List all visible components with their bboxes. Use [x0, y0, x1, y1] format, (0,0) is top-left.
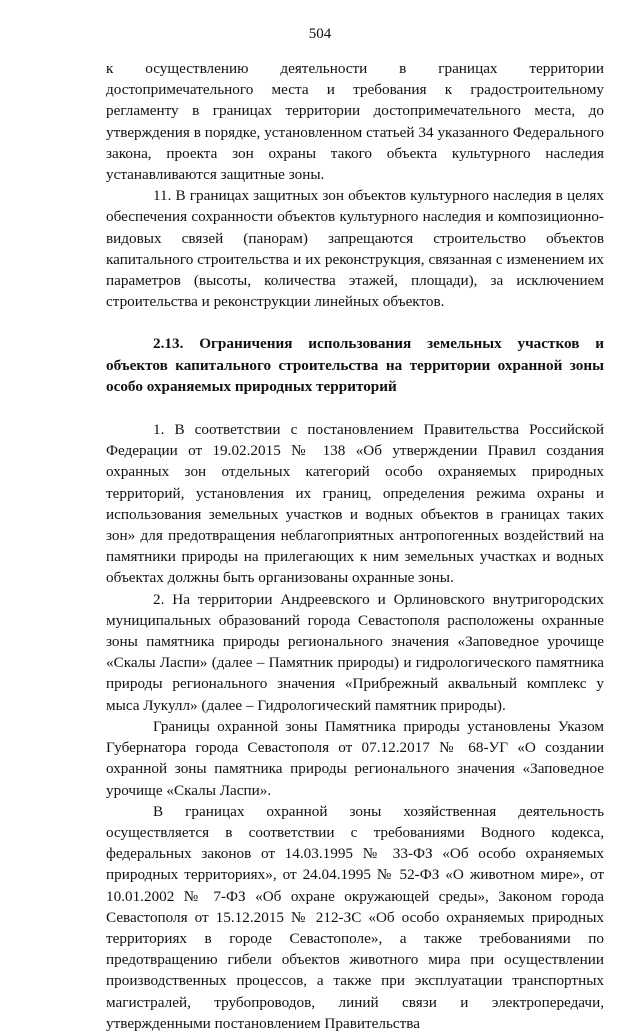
- paragraph-2: 2. На территории Андреевского и Орлиновского внутригородских муниципальных образований города Севастополя расположены охранные зоны памятника природы регионального значения «Заповедное урочище «Скалы Ласпи» (далее – Памятник природы) и гидрологического памятника природы регионального значения «Прибрежный аквальный комплекс у мыса Лукулл» (далее – Гидрологический памятник природы).: [106, 590, 604, 714]
- page-number: 504: [308, 26, 332, 42]
- section-heading: 2.13. Ограничения использования земельных участков и объектов капитального строительства на территории охранной зоны особо охраняемых природных территорий: [106, 335, 604, 395]
- paragraph-economic-activity: В границах охранной зоны хозяйственная деятельность осуществляется в соответствии с требованиями Водного кодекса, федеральных законов от 14.03.1995 № 33-ФЗ «Об особо охраняемых природных территориях», от 24.04.1995 № 52-ФЗ «О животном мире», от 10.01.2002 № 7-ФЗ «Об охране окружающей среды», Законом города Севастополя от 15.12.2015 № 212-ЗС «Об особо охраняемых природных территориях в городе Севастополе», а также требованиями по предотвращению гибели объектов животного мира при осуществлении производственных процессов, а также при эксплуатации транспортных магистралей, трубопроводов, линий связи и электропередачи, утвержденными постановлением Правительства: [106, 802, 604, 1032]
- paragraph-11: 11. В границах защитных зон объектов культурного наследия в целях обеспечения сохранности объектов культурного наследия и композиционно-видовых связей (панорам) запрещаются строительство объектов капитального строительства и их реконструкция, связанная с изменением их параметров (высоты, количества этажей, площади), за исключением строительства и реконструкции линейных объектов.: [106, 187, 604, 311]
- paragraph-boundaries: Границы охранной зоны Памятника природы установлены Указом Губернатора города Севастополя от 07.12.2017 № 68-УГ «О создании охранной зоны памятника природы регионального значения «Заповедное урочище «Скалы Ласпи».: [106, 717, 604, 799]
- paragraph-1: 1. В соответствии с постановлением Правительства Российской Федерации от 19.02.2015 № 138 «Об утверждении Правил создания охранных зон отдельных категорий особо охраняемых природных территорий, установления их границ, определения режима охраны и использования земельных участков и водных объектов в границах таких зон» для предотвращения неблагоприятных антропогенных воздействий на памятники природы на прилегающих к ним земельных участках и водных объектах должны быть организованы охранные зоны.: [106, 421, 604, 587]
- paragraph-continued: к осуществлению деятельности в границах территории достопримечательного места и требования к градостроительному регламенту в границах территории достопримечательного места, до утверждения в порядке, установленном статьей 34 указанного Федерального закона, проекта зон охраны такого объекта культурного наследия устанавливаются защитные зоны.: [106, 60, 604, 184]
- document-body: [106, 58, 604, 1034]
